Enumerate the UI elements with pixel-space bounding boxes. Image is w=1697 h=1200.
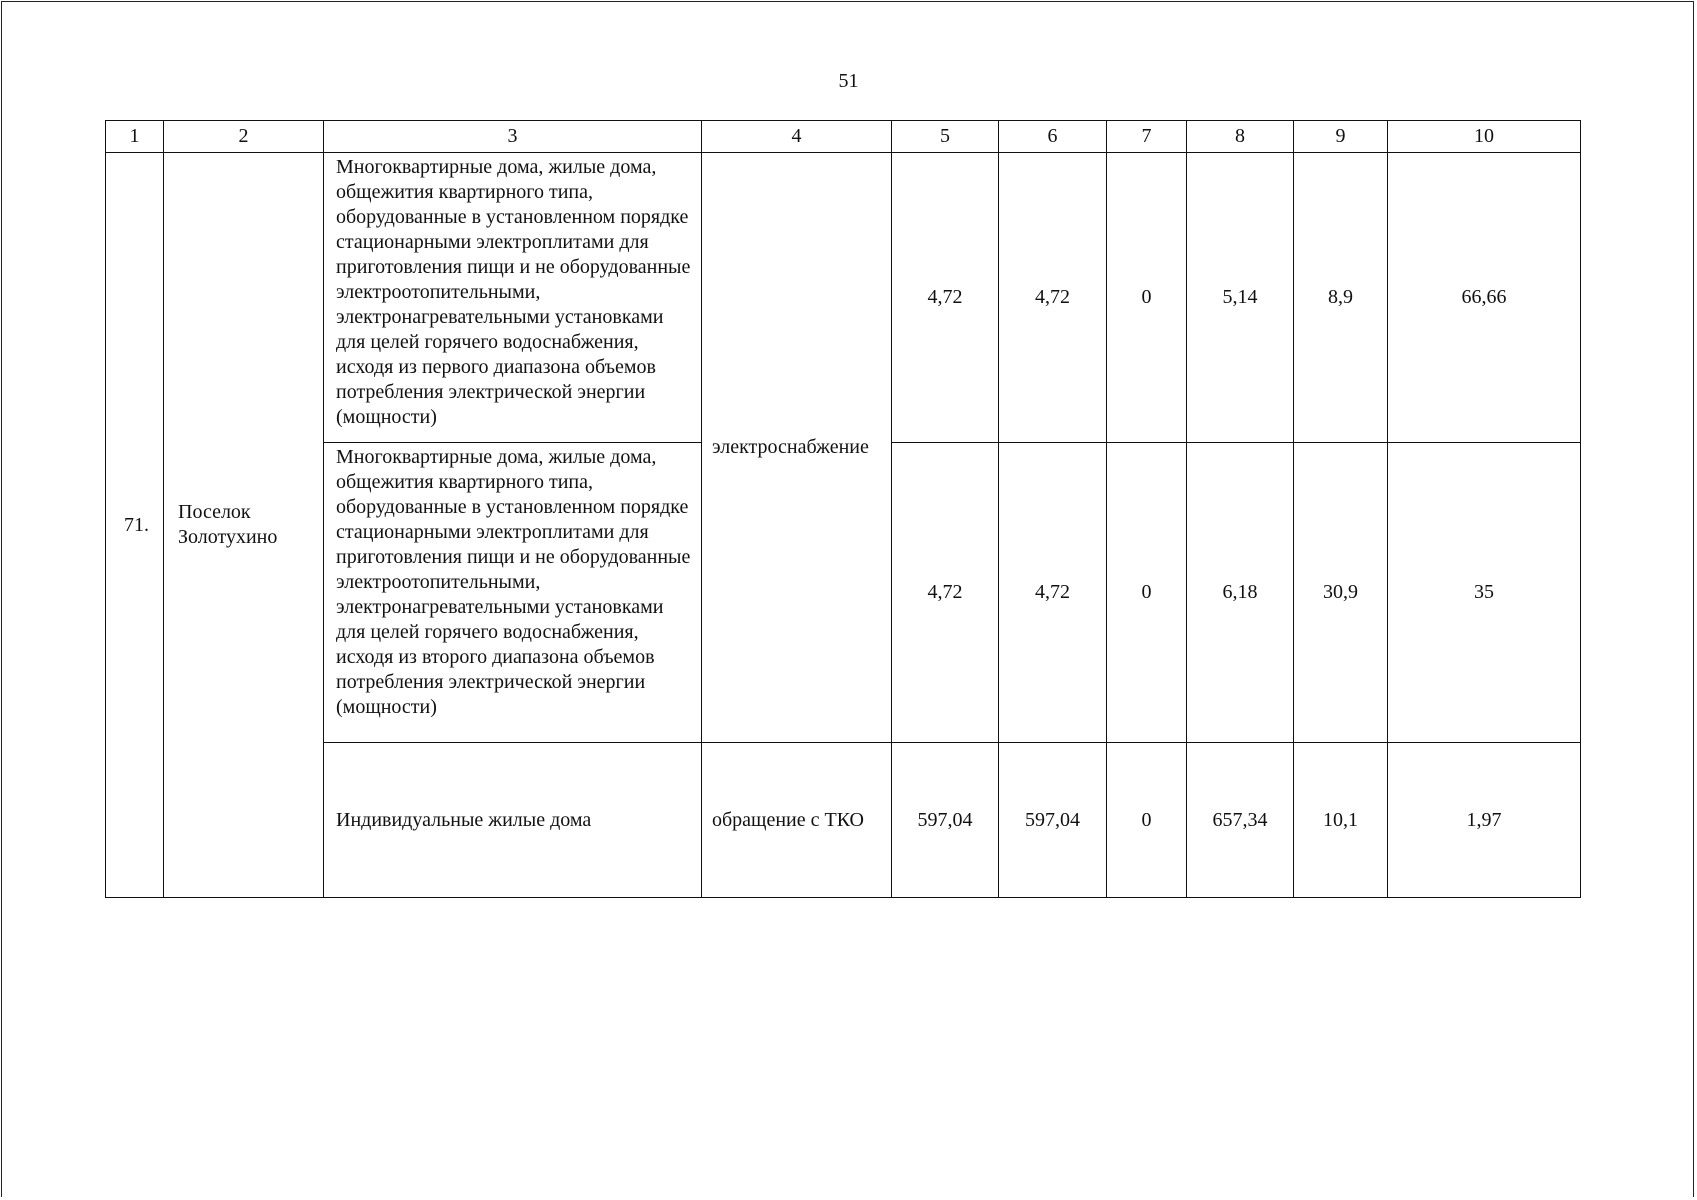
value-cell-9: 8,9 [1294,153,1388,443]
value-cell-5: 597,04 [892,743,999,898]
value-cell-7: 0 [1107,443,1187,743]
table-row [106,153,1581,443]
value-cell-10: 1,97 [1388,743,1581,898]
header-cell-1: 1 [106,121,164,153]
settlement-name [164,153,324,898]
header-cell-2: 2 [164,121,324,153]
value-cell-10: 66,66 [1388,153,1581,443]
value-cell-10: 35 [1388,443,1581,743]
table-row [106,743,1581,898]
header-cell-6: 6 [999,121,1107,153]
value-cell-5: 4,72 [892,443,999,743]
row-number: 71. [106,153,164,898]
header-cell-3: 3 [324,121,702,153]
value-cell-6: 4,72 [999,443,1107,743]
value-cell-7: 0 [1107,743,1187,898]
category-cell: Индивидуальные жилые дома [324,743,702,898]
category-cell: Многоквартирные дома, жилые дома, общежития квартирного типа, оборудованные в установленном порядке стационарными электроплитами для приготовления пищи и не оборудованные электроотопительными, электронагревательными установками для целей горячего водоснабжения, исходя из второго диапазона объемов потребления электрической энергии (мощности) [324,443,702,743]
service-cell: электроснабжение [702,153,892,743]
value-cell-9: 10,1 [1294,743,1388,898]
value-cell-8: 6,18 [1187,443,1294,743]
page-number: 51 [838,70,859,92]
value-cell-8: 5,14 [1187,153,1294,443]
value-cell-6: 597,04 [999,743,1107,898]
value-cell-8: 657,34 [1187,743,1294,898]
header-cell-10: 10 [1388,121,1581,153]
value-cell-7: 0 [1107,153,1187,443]
value-cell-5: 4,72 [892,153,999,443]
settlement-name-line1: Поселок [178,501,251,523]
header-cell-9: 9 [1294,121,1388,153]
tariff-table [105,120,1581,898]
settlement-name-line2: Золотухино [178,526,278,548]
header-row [106,121,1581,153]
value-cell-9: 30,9 [1294,443,1388,743]
service-cell: обращение с ТКО [702,743,892,898]
category-cell: Многоквартирные дома, жилые дома, общежития квартирного типа, оборудованные в установленном порядке стационарными электроплитами для приготовления пищи и не оборудованные электроотопительными, электронагревательными установками для целей горячего водоснабжения, исходя из первого диапазона объемов потребления электрической энергии (мощности) [324,153,702,443]
header-cell-7: 7 [1107,121,1187,153]
header-cell-5: 5 [892,121,999,153]
header-cell-4: 4 [702,121,892,153]
value-cell-6: 4,72 [999,153,1107,443]
header-cell-8: 8 [1187,121,1294,153]
